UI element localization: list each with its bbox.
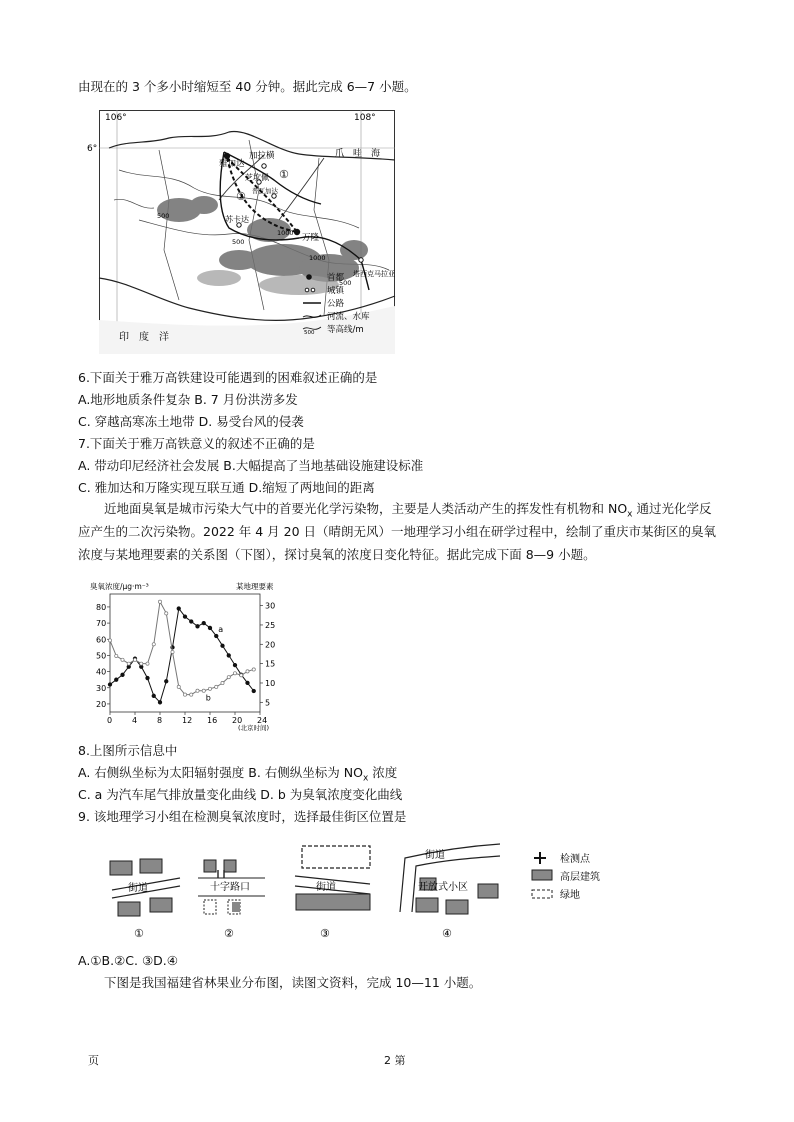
q8-options-cd: C. a 为汽车尾气排放量变化曲线 D. b 为臭氧浓度变化曲线 [78,787,403,802]
series-point-a [202,621,206,625]
y-left-tick-label: 70 [96,619,107,629]
map-marker-1: ① [279,168,289,181]
y-left-tick-label: 50 [96,651,107,661]
footer-left: 页 [88,1054,99,1067]
x-tick-label: 20 [232,716,243,725]
panel-4-open-community: 开放式小区 [418,882,468,893]
x-tick-label: 24 [257,716,268,725]
series-point-a [189,620,193,624]
map-contour-label: 500 [232,238,245,246]
footer-page: 2 第 [384,1054,406,1067]
series-point-a [177,607,181,611]
series-point-b [165,612,168,615]
series-point-b [252,668,255,671]
panel-4 [400,844,500,940]
series-point-a [146,676,150,680]
chart-ylabel-left: 臭氧浓度/μg·m⁻³ [90,582,149,591]
legend-contour-value: 500 [304,330,315,336]
series-point-b [215,685,218,688]
series-label-b: b [205,693,211,703]
series-point-b [183,693,186,696]
q7-options-cd: C. 雅加达和万隆实现互联互通 D.缩短了两地间的距离 [78,480,375,495]
y-right-tick-label: 15 [265,659,276,669]
series-point-b [108,639,111,642]
legend-highrise: 高层建筑 [560,872,600,883]
series-point-a [164,679,168,683]
street-legend [532,852,600,901]
panel-3 [295,846,370,940]
y-right-tick-label: 10 [265,678,276,688]
ozone-para-sub: x [627,509,633,520]
map-contour-label: 500 [339,279,352,287]
q9-options: A.①B.②C. ③D.④ [78,953,178,968]
map-contour-label: 500 [157,212,170,220]
series-point-b [133,658,136,661]
series-point-b [177,685,180,688]
series-point-b [208,687,211,690]
ozone-para-part1: 近地面臭氧是城市污染大气中的首要光化学污染物，主要是人类活动产生的挥发性有机物和 NO [104,501,628,516]
x-tick-label: 16 [207,716,218,725]
y-right-tick-label: 20 [265,640,276,650]
series-point-b [240,674,243,677]
panel-2-label: ② [224,927,234,940]
map-lat-top: 6° [87,144,98,154]
series-point-b [190,693,193,696]
map-ocean-south: 印 度 洋 [119,332,169,343]
series-point-a [252,689,256,693]
y-right-tick-label: 5 [265,698,271,708]
x-tick-label: 4 [132,716,138,725]
series-point-a [227,654,231,658]
series-point-a [233,663,237,667]
y-left-tick-label: 20 [96,699,107,709]
series-label-a: a [218,625,224,635]
legend-capital: 首都 [327,273,345,283]
series-line-a [110,609,254,703]
series-point-a [158,701,162,705]
map-contour-label: 1000 [309,254,326,262]
chart-xlabel: (北京时间) [238,724,270,732]
ozone-chart [88,580,284,732]
series-point-b [202,689,205,692]
series-point-b [196,689,199,692]
map-marker-2: ② [236,190,246,203]
y-left-tick-label: 80 [96,602,107,612]
ozone-paragraph [78,497,720,566]
series-point-a [196,625,200,629]
map-city-karawang: 加拉横 [249,151,275,161]
series-line-b [110,602,254,695]
series-point-a [221,644,225,648]
q9-stem: 9. 该地理学习小组在检测臭氧浓度时，选择最佳街区位置是 [78,809,407,824]
chart-ylabel-right: 某地理要素 [236,582,274,591]
panel-3-street: 街道 [316,882,336,893]
map-city-bandung: 万隆 [302,233,320,243]
legend-contour: 等高线/m [327,325,364,335]
panel-3-label: ③ [320,927,330,940]
y-right-tick-label: 25 [265,620,276,630]
series-point-a [108,683,112,687]
series-point-b [158,600,161,603]
panel-4-street: 街道 [425,850,445,861]
series-point-a [121,673,125,677]
y-right-tick-label: 30 [265,601,276,611]
panel-2 [198,860,265,940]
street-layout-figure [100,832,630,944]
series-point-b [221,681,224,684]
map-lon-left: 106° [105,113,127,123]
q7-stem: 7.下面关于雅万高铁意义的叙述不正确的是 [78,436,315,451]
series-point-b [115,654,118,657]
indonesia-rail-map [87,110,395,354]
q7-options-ab: A. 带动印尼经济社会发展 B.大幅提高了当地基础设施建设标准 [78,458,424,473]
q6-options-ab: A.地形地质条件复杂 B. 7 月份洪涝多发 [78,392,298,407]
series-point-b [171,650,174,653]
series-point-a [214,634,218,638]
map-city-jakarta: 雅加达 [219,159,245,169]
map-city-cikampek: 芝坎佩 [245,173,269,182]
series-point-a [152,694,156,698]
checkpoint-icon [534,852,546,864]
panel-1-label: ① [134,927,144,940]
series-point-b [140,662,143,665]
series-point-b [127,662,130,665]
q6-stem: 6.下面关于雅万高铁建设可能遇到的困难叙述正确的是 [78,370,378,385]
series-point-a [183,615,187,619]
x-tick-label: 0 [107,716,113,725]
y-left-tick-label: 60 [96,635,107,645]
panel-1 [110,859,180,940]
x-tick-label: 12 [182,716,193,725]
series-point-a [208,626,212,630]
map-sea-north: 爪 哇 海 [335,149,381,159]
series-point-b [146,662,149,665]
series-point-b [227,676,230,679]
legend-checkpoint: 检测点 [560,854,590,865]
panel-1-street: 街道 [128,883,148,894]
ozone-para-part2: 通过光化学反应产生的二次污染物。2022 年 4 月 20 日（晴朗无风）一地理学习小组在研学过程中，绘制了重庆市某街区的臭氧浓度与某地理要素的关系图（下图），探讨臭氧的浓度日变化特征。据此完成下面 8—9 小题。 [78,501,717,562]
q8-line1a: A. 右侧纵坐标为太阳辐射强度 B. 右侧纵坐标为 NO [78,765,363,780]
q8-line1-sub: x [362,773,369,784]
series-point-b [246,670,249,673]
legend-river: 河流、水库 [327,312,370,322]
intro-line: 由现在的 3 个多小时缩短至 40 分钟。据此完成 6—7 小题。 [78,79,417,94]
series-point-b [233,672,236,675]
series-point-a [114,678,118,682]
panel-4-label: ④ [442,927,452,940]
map-city-tasikmalaya: 塔西克马拉亚 [353,270,395,278]
x-tick-label: 8 [157,716,163,725]
y-left-tick-label: 30 [96,683,107,693]
q8-stem: 8.上图所示信息中 [78,743,178,758]
q8-options-ab [78,764,397,782]
legend-road: 公路 [327,299,345,309]
map-city-sukabumi: 苏卡达 [225,215,249,224]
q8-line1b: 浓度 [368,765,398,780]
map-contour-label: 1000 [277,229,294,237]
series-point-a [246,681,250,685]
next-intro: 下图是我国福建省林果业分布图，读图文资料，完成 10—11 小题。 [104,975,482,990]
series-point-b [152,643,155,646]
panel-2-crossroad: 十字路口 [210,882,250,893]
legend-greenland: 绿地 [560,890,580,901]
q6-options-cd: C. 穿越高寒冻土地带 D. 易受台风的侵袭 [78,414,304,429]
legend-town: 城镇 [327,286,345,296]
y-left-tick-label: 40 [96,667,107,677]
series-point-b [121,658,124,661]
map-lon-right: 108° [354,113,376,123]
map-city-purwakarta: 普瓦加达 [252,187,278,195]
